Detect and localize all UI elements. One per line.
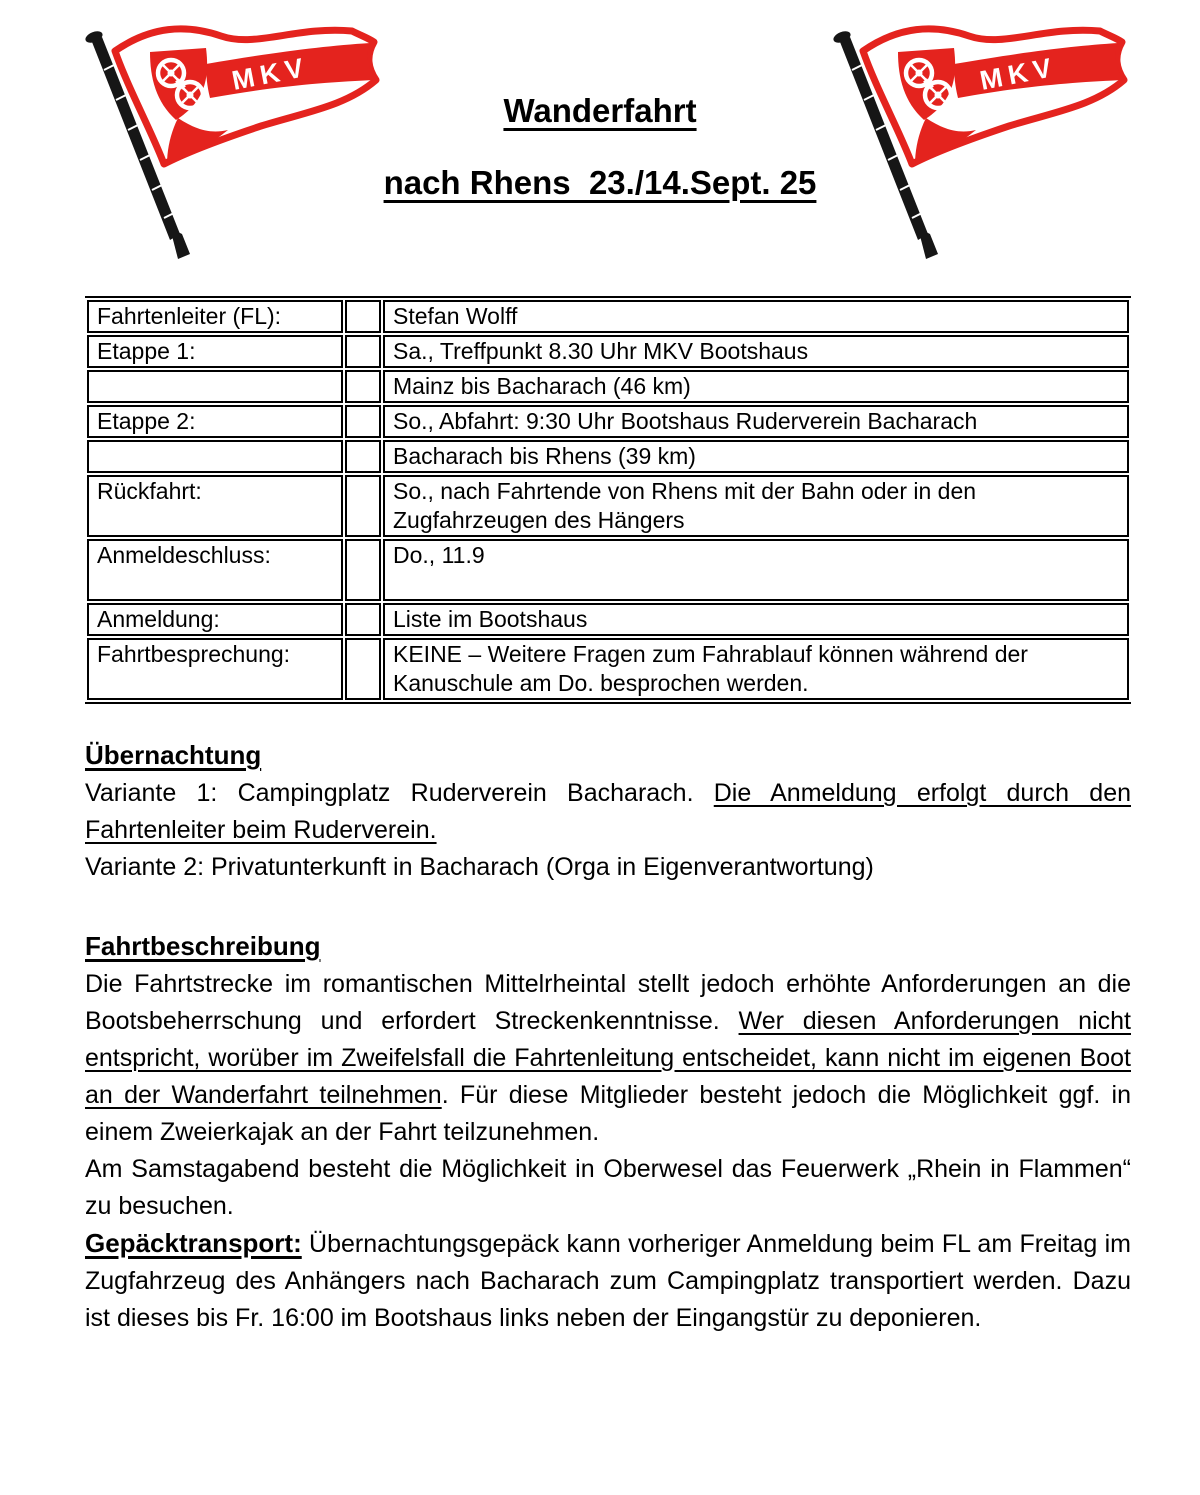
row-value: Do., 11.9: [383, 539, 1129, 601]
section-heading-inline: Gepäcktransport:: [85, 1228, 302, 1258]
row-value: KEINE – Weitere Fragen zum Fahrablauf können während der Kanuschule am Do. besprochen werden.: [383, 638, 1129, 700]
row-value: Stefan Wolff: [383, 300, 1129, 333]
row-label: Fahrtenleiter (FL):: [87, 300, 343, 333]
content-column: [85, 296, 1131, 1337]
section-fahrtbeschreibung: [85, 928, 1131, 1225]
table-row: [87, 638, 1129, 700]
spacer-cell: [345, 475, 381, 537]
paragraph-fahrtbeschreibung: Die Fahrtstrecke im romantischen Mittelrheintal stellt jedoch erhöhte Anforderungen an die Bootsbeherrschung und erfordert Streckenkenntnisse. Wer diesen Anforderungen nicht entspricht, worüber im Zweifelsfall die Fahrtenleitung entscheidet, kann nicht im eigenen Boot an der Wanderfahrt teilnehmen. Für diese Mitglieder besteht jedoch die Möglichkeit ggf. in einem Zweierkajak an der Fahrt teilzunehmen.: [85, 970, 1131, 1146]
table-row: [87, 370, 1129, 403]
row-label: Anmeldeschluss:: [87, 539, 343, 601]
section-heading-row: [85, 737, 1131, 775]
section-uebernachtung: [85, 737, 1131, 886]
table-row: [87, 405, 1129, 438]
row-label: Fahrtbesprechung:: [87, 638, 343, 700]
table-row: [87, 603, 1129, 636]
trip-info-table: [85, 296, 1131, 704]
row-value: So., Abfahrt: 9:30 Uhr Bootshaus Ruderverein Bacharach: [383, 405, 1129, 438]
row-label: [87, 440, 343, 473]
spacer-cell: [345, 335, 381, 368]
mkv-flag-left: [56, 18, 391, 263]
section-heading: Übernachtung: [85, 740, 262, 770]
underlined-text: Wer diesen Anforderungen nicht entspricht, worüber im Zweifelsfall die Fahrtenleitung entscheidet, kann nicht im eigenen Boot an der Wanderfahrt teilnehmen: [85, 1007, 1131, 1109]
section-gepaecktransport: [85, 1225, 1131, 1337]
underlined-text: Die Anmeldung erfolgt durch den Fahrtenleiter beim Ruderverein.: [85, 779, 1131, 844]
page-subtitle: nach Rhens 23./14.Sept. 25: [383, 164, 817, 201]
mkv-flag-right: [804, 18, 1139, 263]
table-row: [87, 335, 1129, 368]
spacer-cell: [345, 638, 381, 700]
row-value: Liste im Bootshaus: [383, 603, 1129, 636]
row-label: Etappe 1:: [87, 335, 343, 368]
table-row: [87, 440, 1129, 473]
spacer-cell: [345, 539, 381, 601]
table-row: [87, 539, 1129, 601]
spacer-cell: [345, 300, 381, 333]
spacer-cell: [345, 440, 381, 473]
table-row: [87, 475, 1129, 537]
spacer-cell: [345, 603, 381, 636]
paragraph-gepaecktransport: Gepäcktransport: Übernachtungsgepäck kann vorheriger Anmeldung beim FL am Freitag im Zugfahrzeug des Anhängers nach Bacharach zum Campingplatz transportiert werden. Dazu ist dieses bis Fr. 16:00 im Bootshaus links neben der Eingangstür zu deponieren.: [85, 1228, 1131, 1332]
section-heading: Fahrtbeschreibung: [85, 931, 321, 961]
page-title: Wanderfahrt: [503, 92, 697, 129]
section-heading-row: [85, 928, 1131, 966]
row-value: Sa., Treffpunkt 8.30 Uhr MKV Bootshaus: [383, 335, 1129, 368]
row-label: Etappe 2:: [87, 405, 343, 438]
row-label: Rückfahrt:: [87, 475, 343, 537]
row-label: Anmeldung:: [87, 603, 343, 636]
row-value: Mainz bis Bacharach (46 km): [383, 370, 1129, 403]
table-row: [87, 300, 1129, 333]
row-label: [87, 370, 343, 403]
paragraph-variante2: Variante 2: Privatunterkunft in Bacharach (Orga in Eigenverantwortung): [85, 853, 874, 881]
spacer-cell: [345, 370, 381, 403]
spacer-cell: [345, 405, 381, 438]
paragraph-variante1: Variante 1: Campingplatz Ruderverein Bacharach. Die Anmeldung erfolgt durch den Fahrtenleiter beim Ruderverein.: [85, 779, 1131, 844]
paragraph-samstagabend: Am Samstagabend besteht die Möglichkeit in Oberwesel das Feuerwerk „Rhein in Flammen“ zu besuchen.: [85, 1155, 1131, 1220]
row-value: So., nach Fahrtende von Rhens mit der Bahn oder in den Zugfahrzeugen des Hängers: [383, 475, 1129, 537]
row-value: Bacharach bis Rhens (39 km): [383, 440, 1129, 473]
